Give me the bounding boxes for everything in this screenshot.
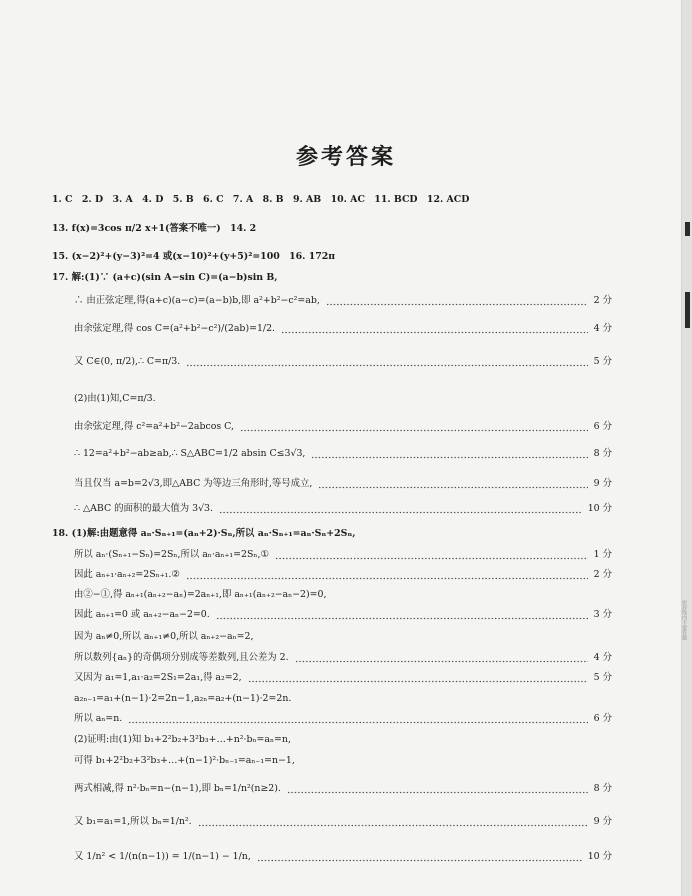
answer-line-text: 因为 aₙ≠0,所以 aₙ₊₁≠0,所以 aₙ₊₂−aₙ=2, (74, 631, 254, 642)
leader-dots (275, 557, 588, 560)
answer-line (74, 420, 612, 434)
answer-line-text: 因此 aₙ₊₁·aₙ₊₂=2Sₙ₊₁.② (74, 569, 180, 580)
answer-line (52, 527, 612, 541)
answer-line (52, 193, 612, 207)
leader-dots (198, 824, 588, 827)
answer-line (74, 392, 612, 406)
answer-line (74, 754, 612, 768)
answer-line (74, 782, 612, 796)
score-label: 5 分 (593, 672, 612, 683)
leader-dots (326, 303, 588, 306)
answer-line-text: ∴ 12=a²+b²−ab≥ab,∴ S△ABC=1/2 absin C≤3√3, (74, 448, 306, 459)
edge-mark (685, 292, 690, 328)
answer-line-text: 由余弦定理,得 c²=a²+b²−2abcos C, (74, 421, 234, 432)
answer-line-text: 由②−①,得 aₙ₊₁(aₙ₊₂−aₙ)=2aₙ₊₁,即 aₙ₊₁(aₙ₊₂−aₙ−2)=0, (74, 589, 327, 600)
answer-line-text: 又 1/n² < 1/(n(n−1)) = 1/(n−1) − 1/n, (74, 851, 251, 862)
answer-line (74, 712, 612, 726)
answer-line-text: 又 C∈(0, π/2),∴ C=π/3. (74, 356, 181, 367)
answer-line-text: 因此 aₙ₊₁=0 或 aₙ₊₂−aₙ−2=0. (74, 609, 210, 620)
leader-dots (281, 331, 588, 334)
score-label: 2 分 (593, 295, 612, 306)
answer-line (74, 355, 612, 369)
leader-dots (248, 680, 588, 683)
answer-line (74, 322, 612, 336)
score-label: 1 分 (593, 549, 612, 560)
score-label: 9 分 (593, 816, 612, 827)
leader-dots (311, 456, 588, 459)
answer-line (74, 294, 612, 308)
score-label: 6 分 (593, 421, 612, 432)
leader-dots (257, 859, 582, 862)
page-title: 参考答案 (295, 145, 396, 170)
score-label: 9 分 (593, 478, 612, 489)
answer-line-text: 当且仅当 a=b=2√3,即△ABC 为等边三角形时,等号成立, (74, 478, 313, 489)
answer-line-text: 15. (x−2)²+(y−3)²=4 或(x−10)²+(y+5)²=100 16. 172π (52, 251, 336, 262)
answer-line-text: a₂ₙ₋₁=a₁+(n−1)·2=2n−1,a₂ₙ=a₂+(n−1)·2=2n. (74, 693, 292, 704)
score-label: 2 分 (593, 569, 612, 580)
score-label: 5 分 (593, 356, 612, 367)
leader-dots (318, 486, 588, 489)
answer-line (74, 692, 612, 706)
answer-line-text: 所以 aₙ·(Sₙ₊₁−Sₙ)=2Sₙ,所以 aₙ·aₙ₊₁=2Sₙ,① (74, 549, 269, 560)
answer-line (74, 608, 612, 622)
score-label: 6 分 (593, 713, 612, 724)
answer-line-text: ∴ 由正弦定理,得(a+c)(a−c)=(a−b)b,即 a²+b²−c²=ab, (74, 295, 320, 306)
binding-edge-text: 密封线内不要答题 (681, 600, 687, 640)
score-label: 8 分 (593, 783, 612, 794)
answer-line (74, 548, 612, 562)
answer-line-text: 13. f(x)=3cos π/2 x+1(答案不唯一) 14. 2 (52, 223, 257, 234)
answer-line (74, 815, 612, 829)
answer-line-text: 由余弦定理,得 cos C=(a²+b²−c²)/(2ab)=1/2. (74, 323, 276, 334)
answer-line-text: 17. 解:(1)∵ (a+c)(sin A−sin C)=(a−b)sin B, (52, 272, 278, 283)
answer-line (74, 447, 612, 461)
answer-line (74, 502, 612, 516)
answer-line-text: 又 b₁=a₁=1,所以 bₙ=1/n². (74, 816, 192, 827)
leader-dots (295, 660, 588, 663)
leader-dots (240, 429, 588, 432)
answer-line-text: (2)证明:由(1)知 b₁+2²b₂+3²b₃+…+n²·bₙ=aₙ=n, (74, 734, 291, 745)
score-label: 4 分 (593, 323, 612, 334)
leader-dots (216, 617, 588, 620)
answer-line (74, 651, 612, 665)
score-label: 10 分 (587, 851, 612, 862)
answer-line (74, 477, 612, 491)
answer-line-text: 所以 aₙ=n. (74, 713, 123, 724)
answer-line (74, 733, 612, 747)
answer-line (74, 850, 612, 864)
answer-line (74, 630, 612, 644)
answer-line-text: ∴ △ABC 的面积的最大值为 3√3. (74, 503, 214, 514)
leader-dots (219, 511, 582, 514)
answer-line (52, 222, 612, 236)
answer-line-text: 可得 b₁+2²b₂+3²b₃+…+(n−1)²·bₙ₋₁=aₙ₋₁=n−1, (74, 755, 295, 766)
answer-line (52, 250, 612, 264)
leader-dots (128, 721, 588, 724)
score-label: 3 分 (593, 609, 612, 620)
answer-line-text: 1. C 2. D 3. A 4. D 5. B 6. C 7. A 8. B 9. AB 10. AC 11. BCD 12. ACD (52, 194, 470, 205)
score-label: 4 分 (593, 652, 612, 663)
answer-line (74, 568, 612, 582)
leader-dots (186, 364, 588, 367)
score-label: 8 分 (593, 448, 612, 459)
answer-line-text: 18. (1)解:由题意得 aₙ·Sₙ₊₁=(aₙ+2)·Sₙ,所以 aₙ·Sₙ₊₁=aₙ·Sₙ+2Sₙ, (52, 528, 356, 539)
leader-dots (186, 577, 588, 580)
answer-line-text: (2)由(1)知,C=π/3. (74, 393, 156, 404)
answer-line (74, 671, 612, 685)
edge-mark (685, 222, 690, 236)
answer-line-text: 所以数列{aₙ}的奇偶项分别成等差数列,且公差为 2. (74, 652, 289, 663)
score-label: 10 分 (587, 503, 612, 514)
leader-dots (287, 791, 588, 794)
answer-line (74, 588, 612, 602)
answer-line (52, 271, 612, 285)
answer-line-text: 两式相减,得 n²·bₙ=n−(n−1),即 bₙ=1/n²(n≥2). (74, 783, 281, 794)
answer-line-text: 又因为 a₁=1,a₁·a₂=2S₁=2a₁,得 a₂=2, (74, 672, 242, 683)
